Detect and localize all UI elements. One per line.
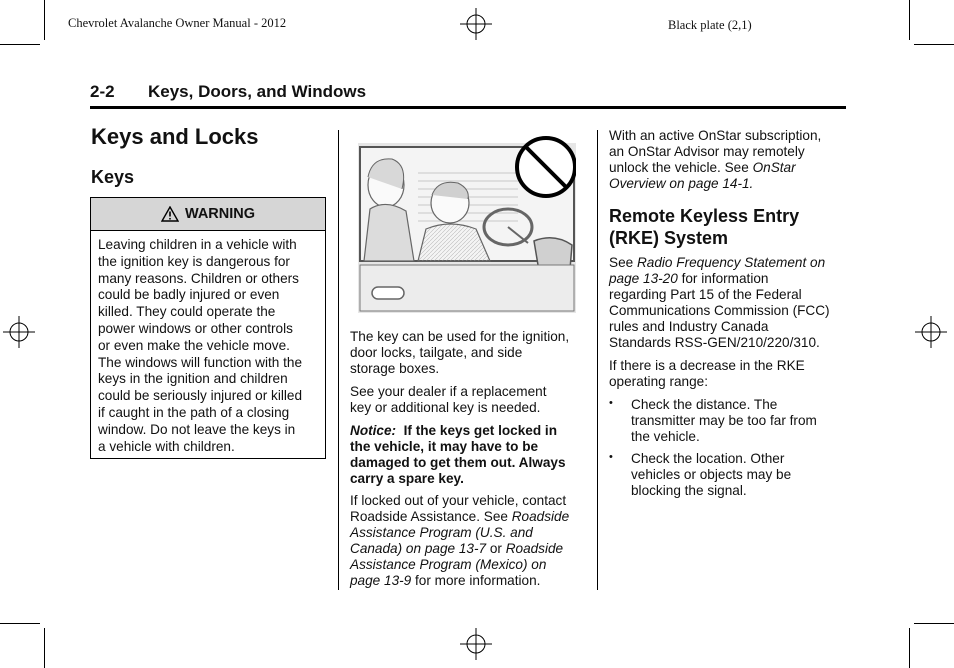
text-line: Standards RSS-GEN/210/220/310. [609,335,820,350]
onstar-overview-link[interactable]: Overview on page 14-1. [609,176,754,191]
text-line: door locks, tailgate, and side [350,345,523,360]
radio-frequency-paragraph [609,255,830,351]
radio-frequency-link[interactable]: page 13-20 [609,271,678,286]
column-divider [597,130,598,590]
notice-text: If the keys get locked in [403,423,557,438]
rke-heading [609,205,799,249]
registration-mark-icon [915,316,947,348]
warning-line: keys in the ignition and children [98,371,288,387]
notice-text: damaged to get them out. Always [350,455,566,470]
warning-line: could be seriously injured or killed [98,388,303,404]
text-line: an OnStar Advisor may remotely [609,144,805,159]
notice-text: carry a spare key. [350,471,464,486]
text-line [609,271,830,287]
registration-mark-icon [3,316,35,348]
registration-mark-icon [460,8,492,40]
text-line [350,509,569,525]
text-line: With an active OnStar subscription, [609,128,822,143]
ignition-paragraph [350,329,569,377]
crop-mark [909,628,910,668]
onstar-paragraph [609,128,821,192]
registration-mark-icon [460,628,492,660]
text-line: vehicles or objects may be [631,467,792,482]
section-header [90,80,846,109]
warning-triangle-icon [161,206,179,222]
text-line: See your dealer if a replacement [350,384,547,399]
text-line: key or additional key is needed. [350,400,541,415]
roadside-link[interactable]: Assistance Program (U.S. and [350,525,533,540]
roadside-mexico-link[interactable]: page 13-9 [350,573,412,588]
crop-mark [914,623,954,624]
roadside-mexico-link[interactable]: Roadside [505,541,564,556]
text-line [350,557,569,573]
text-line [350,439,566,455]
replacement-key-paragraph [350,384,546,416]
text-span: for information [677,271,769,286]
warning-line: the ignition key is dangerous for [98,253,290,269]
text-line [350,423,566,439]
bullet-text [631,451,851,499]
text-span: for more information. [411,573,541,588]
warning-line: power windows or other controls [98,320,293,336]
text-line: blocking the signal. [631,483,747,498]
roadside-mexico-link[interactable]: Assistance Program (Mexico) on [350,557,547,572]
text-line: rules and Industry Canada [609,319,769,334]
section-number: 2-2 [90,82,115,101]
warning-text [91,231,325,461]
text-line: regarding Part 15 of the Federal [609,287,802,302]
warning-box [90,197,326,459]
text-line: Communications Commission (FCC) [609,303,830,318]
notice-text: the vehicle, it may have to be [350,439,539,454]
text-line [350,455,566,471]
text-line: Check the location. Other [631,451,785,466]
running-head-right: Black plate (2,1) [668,18,752,32]
keys-heading: Keys [91,167,135,187]
text-span: or [486,541,506,556]
lockout-paragraph [350,493,569,589]
text-line: Check the distance. The [631,397,778,412]
crop-mark [0,44,40,45]
warning-header [91,198,325,231]
warning-label: WARNING [184,206,256,222]
text-span: Roadside Assistance. See [350,509,512,524]
onstar-overview-link[interactable]: OnStar [752,160,796,175]
text-line [609,160,821,176]
text-line [350,541,569,557]
crop-mark [914,44,954,45]
text-line [609,255,830,271]
crop-mark [44,0,45,40]
warning-line: a vehicle with children. [98,438,235,454]
column-divider [338,130,339,590]
text-span: unlock the vehicle. See [609,160,753,175]
text-line [350,471,566,487]
bullet-text [631,397,851,445]
text-line: transmitter may be too far from [631,413,817,428]
crop-mark [0,623,40,624]
text-line: operating range: [609,374,709,389]
warning-line: window. Do not leave the keys in [98,421,296,437]
text-line [350,525,569,541]
crop-mark [44,628,45,668]
warning-line: The windows will function with the [98,354,302,370]
no-children-in-vehicle-illustration [358,133,576,313]
text-line: storage boxes. [350,361,440,376]
section-title: Keys, Doors, and Windows [148,82,367,101]
text-span: See [609,255,637,270]
heading-line: Remote Keyless Entry [609,206,800,226]
warning-line: if caught in the path of a closing [98,404,290,420]
text-line: If there is a decrease in the RKE [609,358,805,373]
warning-line: killed. They could operate the [98,304,276,320]
running-head-left: Chevrolet Avalanche Owner Manual - 2012 [68,16,287,30]
roadside-link[interactable]: Roadside [511,509,570,524]
rke-range-paragraph [609,358,805,390]
text-line: If locked out of your vehicle, contact [350,493,567,508]
notice-paragraph [350,423,566,487]
text-line: the vehicle. [631,429,700,444]
heading-line: (RKE) System [609,228,729,248]
bullet-icon: • [609,451,613,463]
text-line [350,573,569,589]
radio-frequency-link[interactable]: Radio Frequency Statement on [636,255,826,270]
warning-line: Leaving children in a vehicle with [98,237,297,252]
warning-line: could be badly injured or even [98,287,280,303]
text-line: The key can be used for the ignition, [350,329,570,344]
warning-line: many reasons. Children or others [98,270,299,286]
bullet-icon: • [609,397,613,409]
page-title: Keys and Locks [91,124,259,149]
notice-label: Notice: [350,423,397,438]
crop-mark [909,0,910,40]
text-line [609,176,821,192]
warning-line: or even make the vehicle move. [98,337,290,353]
roadside-link[interactable]: Canada) on page 13-7 [350,541,487,556]
